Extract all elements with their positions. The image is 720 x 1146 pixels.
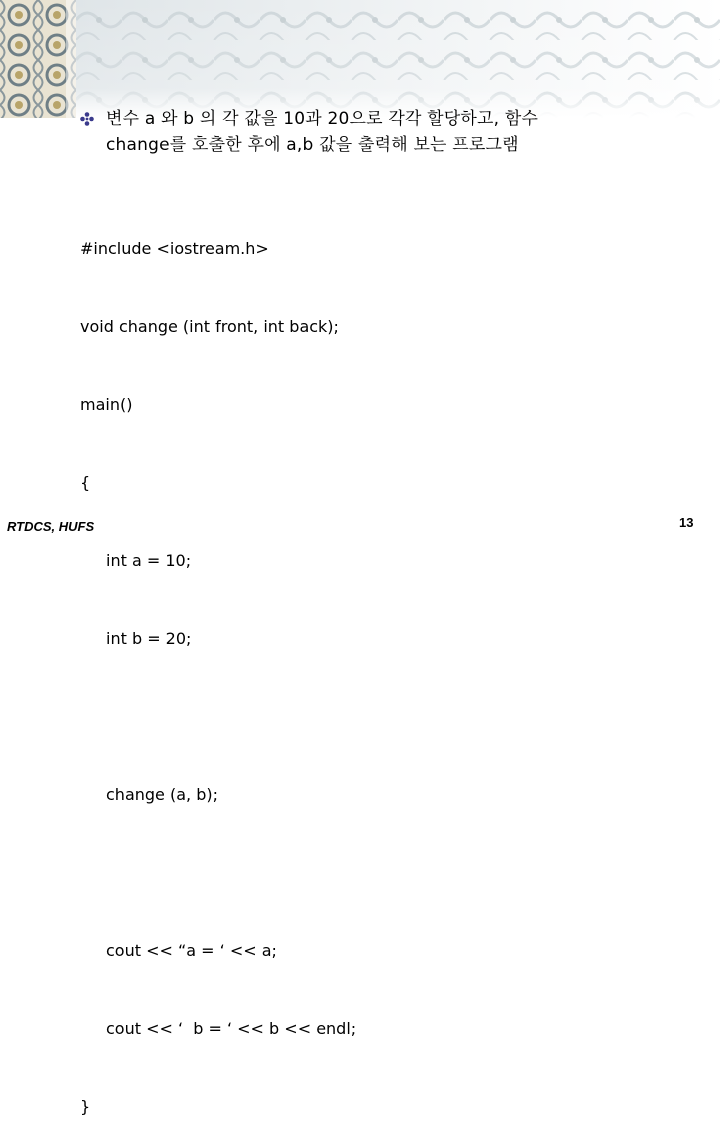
code-line: #include <iostream.h> (80, 239, 269, 258)
code-line: main() (80, 395, 133, 414)
bullet-text (106, 106, 538, 158)
page-number: 13 (679, 515, 694, 530)
bullet-text-line: change를 호출한 후에 a,b 값을 출력해 보는 프로그램 (106, 135, 519, 155)
diamond-dots-icon (80, 112, 94, 126)
ornament-band (76, 0, 720, 118)
code-line: { (80, 473, 91, 492)
footer-label: RTDCS, HUFS (7, 519, 95, 534)
ornament-pattern-icon (0, 0, 76, 118)
code-line: int a = 10; (106, 551, 192, 570)
code-line: cout << “a = ‘ << a; (106, 941, 277, 960)
bullet-point (80, 106, 538, 158)
code-line: void change (int front, int back); (80, 317, 339, 336)
code-line: cout << ‘ b = ‘ << b << endl; (106, 1019, 357, 1038)
code-line: } (80, 1097, 91, 1116)
bullet-text-line: 변수 a 와 b 의 각 값을 10과 20으로 각각 할당하고, 함수 (106, 109, 539, 129)
code-blank-line (80, 704, 356, 730)
code-line: change (a, b); (106, 785, 218, 804)
code-block (80, 184, 356, 1146)
code-line: int b = 20; (106, 629, 192, 648)
code-blank-line (80, 860, 356, 886)
